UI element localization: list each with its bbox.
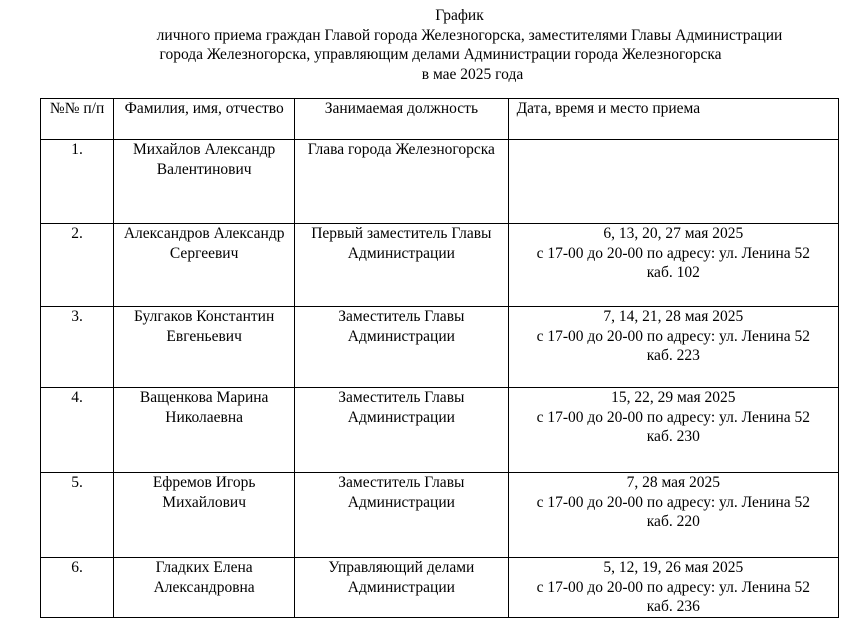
row-number: 5. (41, 473, 114, 558)
row-number: 2. (41, 224, 114, 307)
reception-time-address: с 17-00 до 20-00 по адресу: ул. Ленина 52 (536, 408, 811, 426)
person-position: Заместитель Главы Администрации (295, 388, 508, 473)
reception-time-address: с 17-00 до 20-00 по адресу: ул. Ленина 52 (536, 244, 811, 262)
table-row (41, 307, 839, 388)
person-name: Гладких Елена Александровна (114, 558, 295, 618)
reception-dates: 15, 22, 29 мая 2025 (611, 389, 736, 406)
reception-room: каб. 102 (646, 264, 700, 281)
reception-room: каб. 236 (646, 598, 700, 615)
title-line-2: личного приема граждан Главой города Железногорска, заместителями Главы Администрации (156, 26, 783, 44)
person-name: Ващенкова Марина Николаевна (114, 388, 295, 473)
reception-dates: 6, 13, 20, 27 мая 2025 (603, 225, 744, 242)
table-row (41, 473, 839, 558)
reception-room: каб. 230 (646, 428, 700, 445)
table-header-row (41, 99, 839, 140)
person-name: Булгаков Константин Евгеньевич (114, 307, 295, 388)
reception-info (508, 388, 838, 473)
header-date-time-place: Дата, время и место приема (508, 99, 838, 140)
row-number: 4. (41, 388, 114, 473)
person-position: Первый заместитель Главы Администрации (295, 224, 508, 307)
reception-time-address: с 17-00 до 20-00 по адресу: ул. Ленина 52 (536, 493, 811, 511)
table-row (41, 224, 839, 307)
reception-info (508, 140, 838, 224)
table-row (41, 140, 839, 224)
header-number: №№ п/п (41, 99, 114, 140)
row-number: 3. (41, 307, 114, 388)
reception-info (508, 307, 838, 388)
row-number: 6. (41, 558, 114, 618)
reception-time-address: с 17-00 до 20-00 по адресу: ул. Ленина 52 (536, 327, 811, 345)
reception-room: каб. 220 (646, 513, 700, 530)
reception-info (508, 558, 838, 618)
person-name: Александров Александр Сергеевич (114, 224, 295, 307)
reception-room: каб. 223 (646, 347, 700, 364)
person-name: Ефремов Игорь Михайлович (114, 473, 295, 558)
reception-dates: 5, 12, 19, 26 мая 2025 (603, 559, 744, 576)
reception-dates: 7, 14, 21, 28 мая 2025 (603, 308, 744, 325)
person-position: Глава города Железногорска (295, 140, 508, 224)
title-line-3: города Железногорска, управляющим делами Администрации города Железногорска (159, 46, 722, 63)
header-position: Занимаемая должность (295, 99, 508, 140)
row-number: 1. (41, 140, 114, 224)
reception-dates: 7, 28 мая 2025 (626, 474, 721, 491)
document-title (0, 6, 859, 84)
person-name: Михайлов Александр Валентинович (114, 140, 295, 224)
person-position: Заместитель Главы Администрации (295, 473, 508, 558)
title-heading: График (435, 7, 484, 24)
reception-info (508, 224, 838, 307)
reception-time-address: с 17-00 до 20-00 по адресу: ул. Ленина 52 (536, 578, 811, 596)
table-row (41, 558, 839, 618)
reception-schedule-table (40, 98, 839, 618)
title-period: в мае 2025 года (421, 65, 524, 83)
person-position: Заместитель Главы Администрации (295, 307, 508, 388)
header-full-name: Фамилия, имя, отчество (114, 99, 295, 140)
person-position: Управляющий делами Администрации (295, 558, 508, 618)
reception-info (508, 473, 838, 558)
table-row (41, 388, 839, 473)
